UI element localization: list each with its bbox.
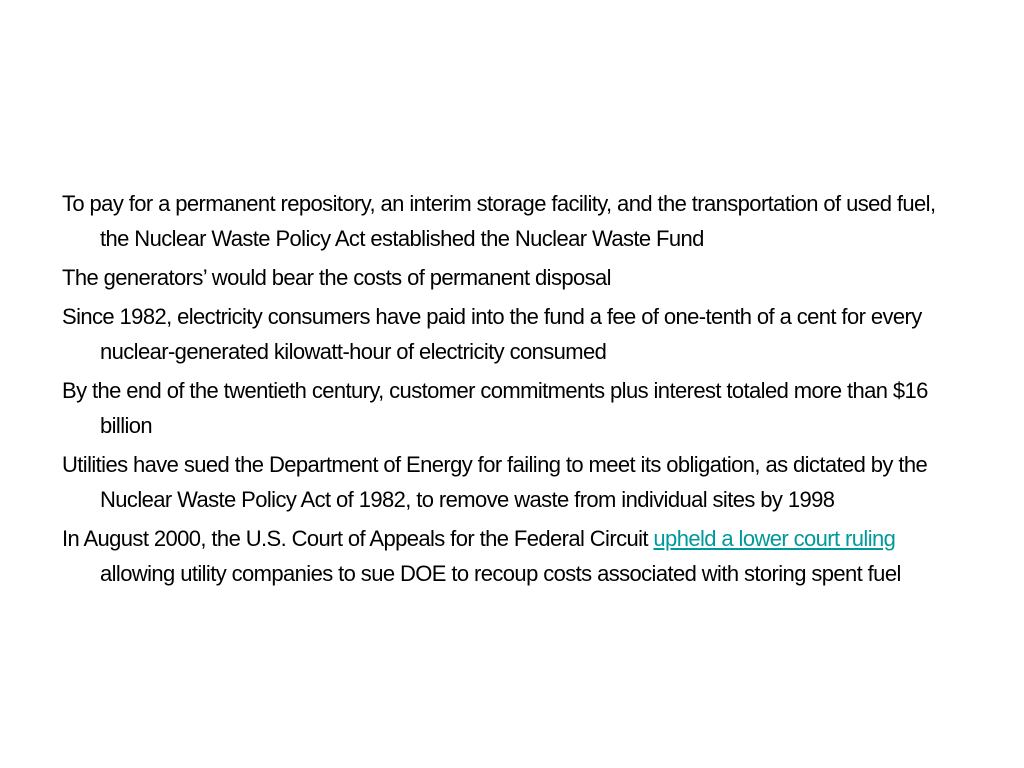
bullet-generators-costs: The generators’ would bear the costs of permanent disposal — [62, 265, 611, 290]
bullet-commitments-total: By the end of the twentieth century, customer commitments plus interest totaled more than $16 billion — [62, 378, 928, 438]
upheld-ruling-link[interactable]: upheld a lower court ruling — [653, 526, 896, 551]
bullet-nuclear-waste-fund: To pay for a permanent repository, an interim storage facility, and the transportation of used fuel, the Nuclear Waste Policy Act established the Nuclear Waste Fund — [62, 191, 936, 251]
bullet-utilities-sued-doe: Utilities have sued the Department of Energy for failing to meet its obligation, as dictated by the Nuclear Waste Policy Act of 1982, to remove waste from individual sites by 1998 — [62, 452, 928, 512]
court-ruling-text-before: In August 2000, the U.S. Court of Appeals for the Federal Circuit — [62, 526, 654, 551]
bullet-consumer-fee: Since 1982, electricity consumers have paid into the fund a fee of one-tenth of a cent for every nuclear-generated kilowatt-hour of electricity consumed — [62, 304, 922, 364]
bullet-list — [62, 186, 962, 595]
court-ruling-text-after: allowing utility companies to sue DOE to recoup costs associated with storing spent fuel — [100, 561, 901, 586]
bullet-court-ruling — [62, 521, 962, 591]
